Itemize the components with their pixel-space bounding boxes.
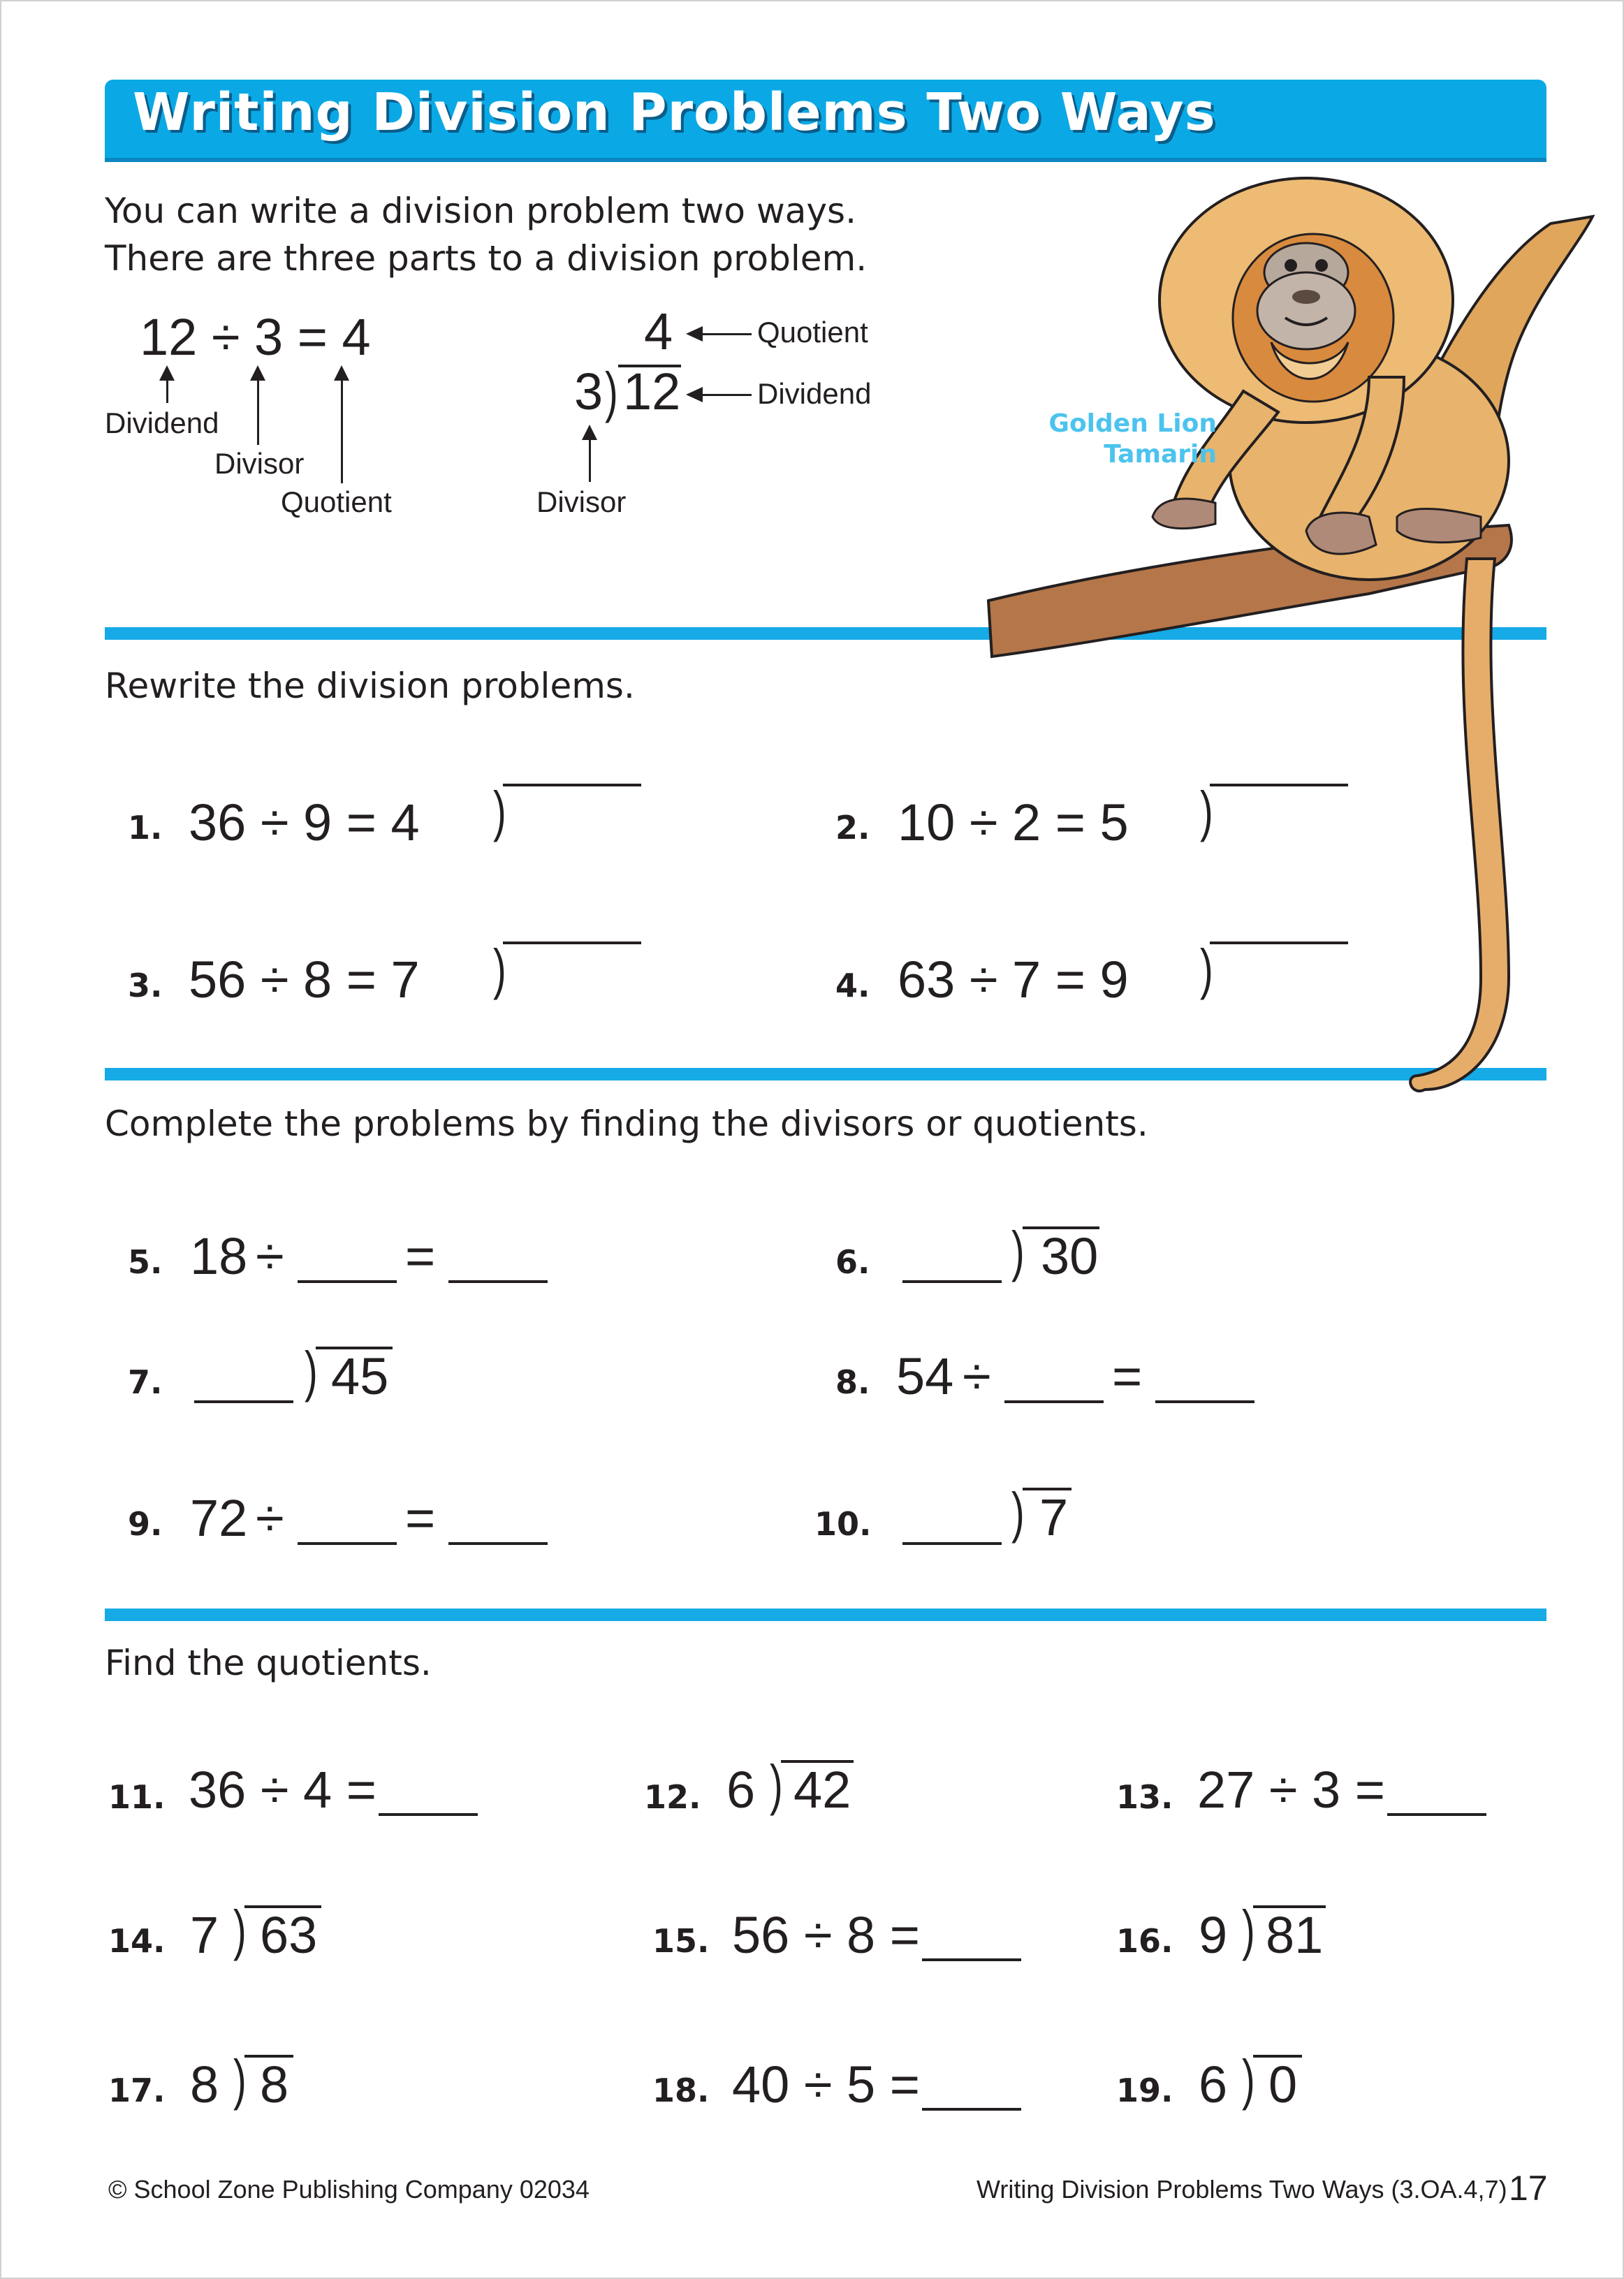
- long-quotient: 4: [644, 302, 673, 360]
- section-3-instruction: Find the quotients.: [105, 1643, 432, 1683]
- problem-number: 10.: [814, 1505, 872, 1543]
- problem-number: 3.: [128, 967, 163, 1004]
- problem-number: 5.: [128, 1243, 163, 1281]
- problem-dividend: 0: [1268, 2056, 1298, 2113]
- page-title: Writing Division Problems Two Ways: [133, 82, 1216, 142]
- problem-number: 19.: [1116, 2072, 1173, 2109]
- division-sign: ÷: [256, 1227, 284, 1285]
- problem-divisor: 7: [190, 1906, 219, 1964]
- division-bracket: ): [1241, 2049, 1255, 2111]
- answer-space[interactable]: [503, 784, 641, 786]
- problem-divisor: 6: [1199, 2056, 1228, 2113]
- problem-dividend: 7: [1039, 1488, 1069, 1546]
- problem-dividend: 81: [1266, 1906, 1324, 1964]
- problem-number: 6.: [835, 1243, 870, 1281]
- problem-divisor: 9: [1199, 1906, 1228, 1964]
- long-quotient-arrow: [689, 333, 752, 335]
- problem-dividend: 8: [260, 2056, 289, 2113]
- problem-number: 12.: [644, 1778, 701, 1816]
- division-sign: ÷: [963, 1347, 991, 1405]
- problem-number: 11.: [108, 1778, 166, 1816]
- problem-number: 8.: [835, 1363, 870, 1401]
- illustration-caption-line-2: Tamarin: [1104, 440, 1217, 469]
- divisor-blank[interactable]: [1004, 1400, 1104, 1403]
- answer-bracket: ): [1199, 780, 1213, 842]
- quotient-blank[interactable]: [1155, 1400, 1254, 1403]
- quotient-blank[interactable]: [448, 1542, 548, 1545]
- problem-dividend: 18: [190, 1227, 248, 1285]
- problem-equation: 63 ÷ 7 = 9: [898, 951, 1129, 1009]
- division-bracket: ): [1241, 1899, 1255, 1961]
- problem-number: 15.: [652, 1922, 710, 1960]
- long-divisor-arrow: [589, 427, 591, 482]
- division-bracket: ): [604, 361, 618, 423]
- division-bracket: ): [304, 1340, 318, 1402]
- answer-bracket: ): [492, 938, 506, 1000]
- problem-number: 14.: [108, 1922, 166, 1960]
- answer-space[interactable]: [1210, 784, 1348, 786]
- problem-equation: 56 ÷ 8 = 7: [189, 951, 420, 1009]
- long-divisor-label: Divisor: [536, 485, 627, 518]
- quotient-arrow: [341, 368, 343, 483]
- problem-equation: 40 ÷ 5 =: [732, 2056, 920, 2113]
- intro-line-2: There are three parts to a division problem.: [105, 238, 868, 279]
- equals-sign: =: [1112, 1347, 1143, 1405]
- equals-sign: =: [405, 1227, 436, 1285]
- long-dividend-label: Dividend: [757, 377, 872, 410]
- problem-equation: 10 ÷ 2 = 5: [898, 793, 1129, 851]
- problem-number: 18.: [652, 2072, 710, 2109]
- long-quotient-label: Quotient: [757, 316, 868, 349]
- problem-number: 7.: [128, 1363, 163, 1401]
- section-1-instruction: Rewrite the division problems.: [105, 666, 635, 706]
- golden-lion-tamarin-illustration: [978, 168, 1607, 1215]
- section-divider-3: [105, 1609, 1546, 1621]
- division-bracket: ): [233, 2049, 247, 2111]
- problem-divisor: 6: [726, 1761, 756, 1819]
- problem-number: 4.: [835, 967, 870, 1004]
- quotient-blank[interactable]: [379, 1813, 478, 1816]
- intro-line-1: You can write a division problem two ways.: [105, 191, 856, 231]
- division-bracket: ): [1011, 1220, 1025, 1282]
- division-bracket: ): [1011, 1481, 1025, 1544]
- long-dividend-arrow: [689, 394, 752, 396]
- divisor-blank[interactable]: [298, 1542, 397, 1545]
- answer-space[interactable]: [1210, 941, 1348, 944]
- problem-dividend: 54: [896, 1347, 954, 1405]
- page-number: 17: [1509, 2169, 1548, 2208]
- problem-number: 13.: [1116, 1778, 1173, 1816]
- problem-equation: 36 ÷ 4 =: [189, 1761, 376, 1819]
- footer-title: Writing Division Problems Two Ways (3.OA.4,7): [976, 2175, 1507, 2204]
- divisor-arrow: [257, 368, 259, 445]
- problem-dividend: 63: [260, 1906, 318, 1964]
- problem-equation: 27 ÷ 3 =: [1197, 1761, 1385, 1819]
- equals-sign: =: [405, 1489, 436, 1547]
- problem-number: 9.: [128, 1505, 163, 1543]
- problem-equation: 56 ÷ 8 =: [732, 1906, 920, 1964]
- problem-number: 16.: [1116, 1922, 1173, 1960]
- illustration-caption-line-1: Golden Lion: [1048, 409, 1217, 438]
- dividend-arrow: [166, 368, 168, 403]
- quotient-blank[interactable]: [922, 2108, 1021, 2111]
- long-dividend: 12: [623, 362, 681, 420]
- example-equation: 12 ÷ 3 = 4: [140, 308, 371, 366]
- divisor-blank[interactable]: [902, 1280, 1002, 1283]
- dividend-label: Dividend: [105, 406, 219, 439]
- problem-number: 1.: [128, 809, 163, 847]
- quotient-blank[interactable]: [1387, 1813, 1486, 1816]
- problem-number: 17.: [108, 2072, 166, 2109]
- answer-bracket: ): [492, 780, 506, 842]
- quotient-blank[interactable]: [922, 1958, 1021, 1961]
- problem-dividend: 72: [190, 1489, 248, 1547]
- problem-number: 2.: [835, 809, 870, 847]
- quotient-label: Quotient: [281, 485, 392, 518]
- divisor-blank[interactable]: [298, 1280, 397, 1283]
- divisor-blank[interactable]: [194, 1400, 293, 1403]
- long-divisor: 3: [574, 362, 603, 420]
- problem-divisor: 8: [190, 2056, 219, 2113]
- divisor-blank[interactable]: [902, 1542, 1002, 1545]
- problem-dividend: 30: [1041, 1227, 1099, 1285]
- quotient-blank[interactable]: [448, 1280, 548, 1283]
- answer-bracket: ): [1199, 938, 1213, 1000]
- section-2-instruction: Complete the problems by finding the divisors or quotients.: [105, 1104, 1148, 1144]
- division-bracket: ): [233, 1899, 247, 1961]
- problem-equation: 36 ÷ 9 = 4: [189, 793, 420, 851]
- problem-dividend: 42: [793, 1761, 851, 1819]
- problem-dividend: 45: [331, 1347, 389, 1405]
- footer-copyright: © School Zone Publishing Company 02034: [108, 2175, 590, 2204]
- division-bracket: ): [769, 1754, 783, 1816]
- divisor-label: Divisor: [214, 447, 305, 480]
- division-sign: ÷: [256, 1489, 284, 1547]
- answer-space[interactable]: [503, 941, 641, 944]
